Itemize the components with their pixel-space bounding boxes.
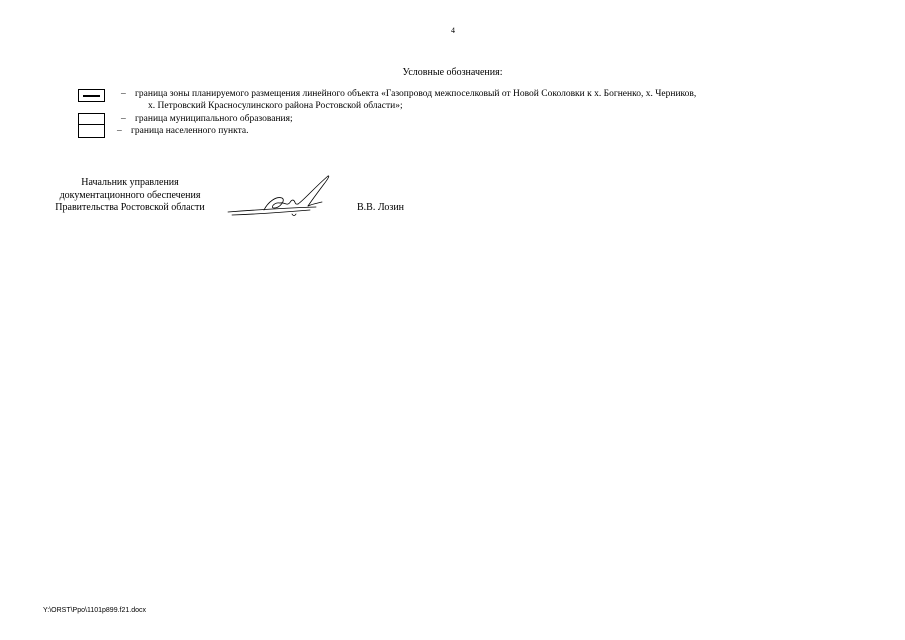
legend-text-line1: граница муниципального образования; [135, 114, 293, 124]
settlement-boundary-symbol-icon [78, 124, 105, 138]
legend-text-line1: граница населенного пункта. [131, 126, 249, 136]
position-line1: Начальник управления [81, 177, 179, 188]
position-line2: документационного обеспечения [59, 189, 201, 201]
legend-dash: – [121, 89, 126, 99]
legend-title: Условные обозначения: [402, 67, 503, 78]
legend-dash: – [121, 114, 126, 124]
legend-text-line2: х. Петровский Красносулинского района Ростовской области»; [148, 101, 403, 111]
page-number: 4 [451, 26, 455, 35]
legend-dash: – [117, 126, 122, 136]
legend-text-line1: граница зоны планируемого размещения линейного объекта «Газопровод межпоселковый от Новой Соколовки к х. Богненко, х. Черников, [135, 89, 697, 99]
signatory-position [30, 177, 230, 215]
zone-boundary-symbol-icon [78, 89, 105, 102]
position-line3: Правительства Ростовской области [55, 202, 205, 213]
handwritten-signature-icon [224, 170, 336, 220]
signer-name: В.В. Лозин [357, 202, 405, 213]
file-path: Y:\ORST\Ppo\1101p899.f21.docx [43, 607, 146, 614]
